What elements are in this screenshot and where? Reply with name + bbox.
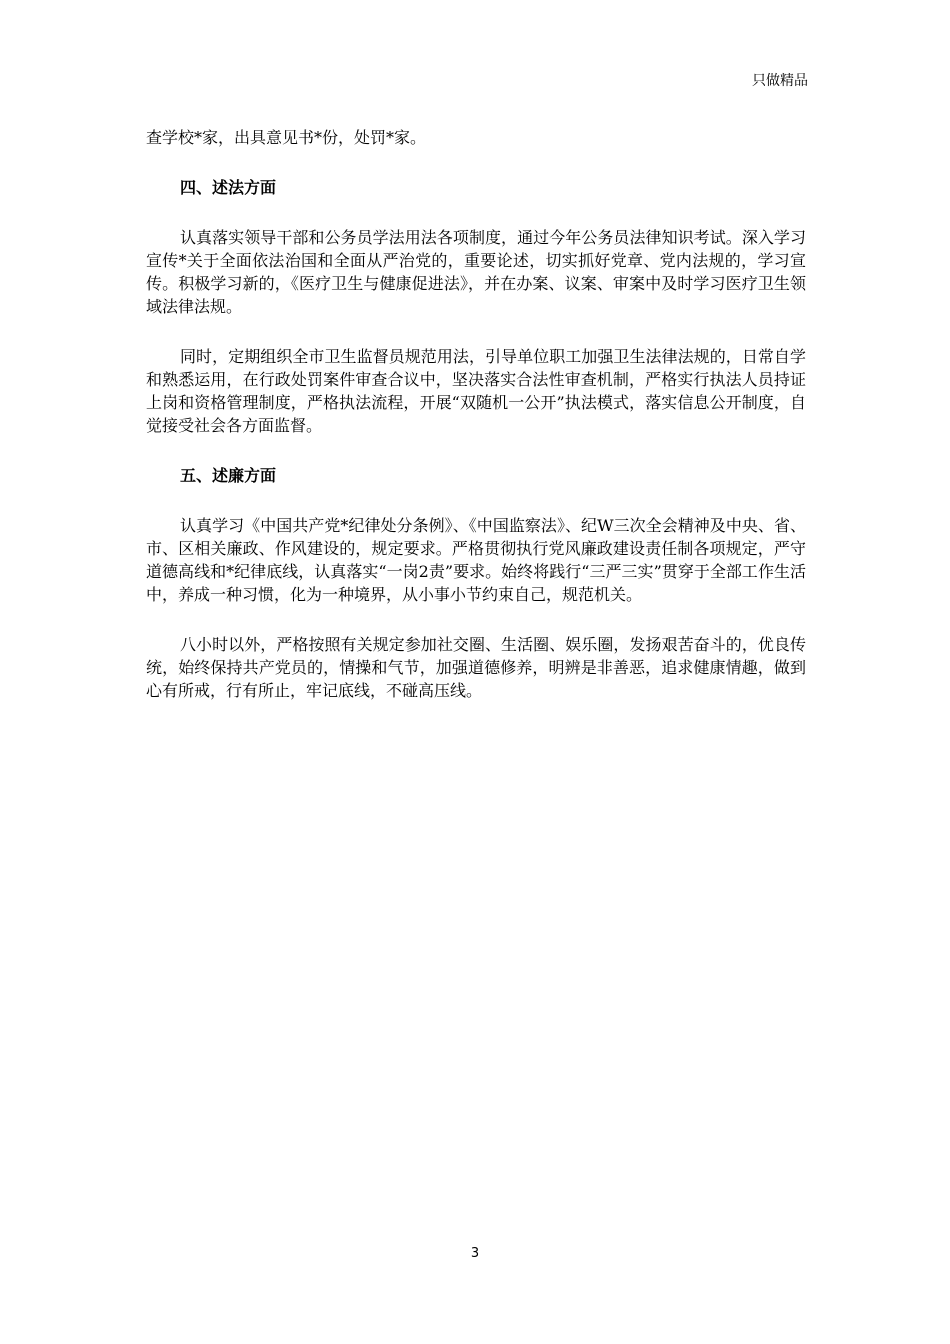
section-4-paragraph-1: 认真落实领导干部和公务员学法用法各项制度，通过今年公务员法律知识考试。深入学习宣传*关于全面依法治国和全面从严治党的，重要论述，切实抓好党章、党内法规的，学习宣传。积极学习新的，《医疗卫生与健康促进法》，并在办案、议案、审案中及时学习医疗卫生领域法律法规。: [146, 228, 806, 316]
section-heading-5: 五、述廉方面: [180, 466, 277, 485]
header-mark: 只做精品: [752, 73, 808, 89]
section-5-paragraph-2: 八小时以外，严格按照有关规定参加社交圈、生活圈、娱乐圈，发扬艰苦奋斗的，优良传统，始终保持共产党员的，情操和气节，加强道德修养，明辨是非善恶，追求健康情趣，做到心有所戒，行有所止，牢记底线，不碰高压线。: [146, 635, 806, 700]
page-number: 3: [470, 1246, 480, 1261]
section-heading-4: 四、述法方面: [180, 178, 277, 197]
opening-line: 查学校*家，出具意见书*份，处罚*家。: [146, 128, 427, 147]
section-4-paragraph-2: 同时，定期组织全市卫生监督员规范用法，引导单位职工加强卫生法律法规的，日常自学和熟悉运用，在行政处罚案件审查合议中，坚决落实合法性审查机制，严格实行执法人员持证上岗和资格管理制度，严格执法流程，开展“双随机一公开”执法模式，落实信息公开制度，自觉接受社会各方面监督。: [146, 347, 806, 435]
document-body: [146, 126, 806, 702]
section-5-paragraph-1: 认真学习《中国共产党*纪律处分条例》、《中国监察法》、纪W三次全会精神及中央、省、市、区相关廉政、作风建设的，规定要求。严格贯彻执行党风廉政建设责任制各项规定，严守道德高线和*纪律底线，认真落实“一岗2责”要求。始终将践行“三严三实”贯穿于全部工作生活中，养成一种习惯，化为一种境界，从小事小节约束自己，规范机关。: [146, 516, 806, 604]
